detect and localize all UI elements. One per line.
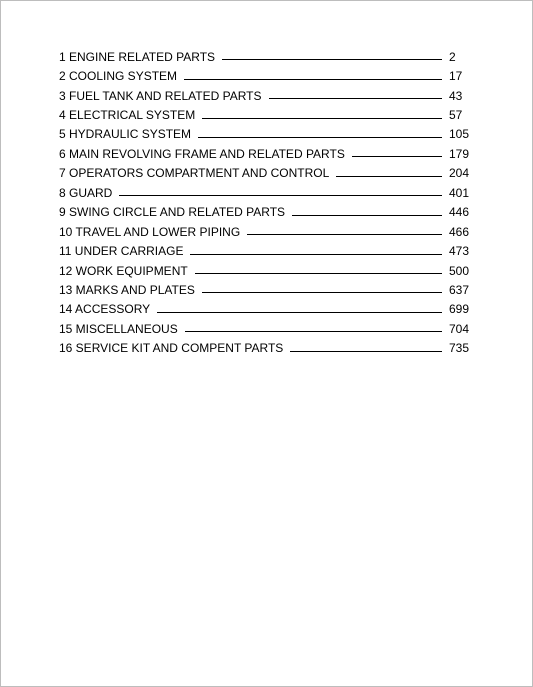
toc-entry-title: 10 TRAVEL AND LOWER PIPING — [59, 224, 241, 239]
toc-entry-title: 15 MISCELLANEOUS — [59, 321, 178, 336]
toc-entry-page: 401 — [449, 185, 470, 200]
toc-entry-title: 14 ACCESSORY — [59, 302, 151, 317]
toc-entry-page: 704 — [449, 321, 470, 336]
table-of-contents — [59, 47, 471, 358]
toc-entry[interactable] — [59, 339, 471, 358]
toc-entry[interactable] — [59, 261, 471, 280]
toc-entry[interactable] — [59, 66, 471, 85]
toc-entry-title: 16 SERVICE KIT AND COMPENT PARTS — [59, 341, 284, 356]
toc-entry-title: 12 WORK EQUIPMENT — [59, 263, 188, 278]
toc-entry[interactable] — [59, 183, 471, 202]
toc-entry-page: 17 — [449, 69, 463, 84]
toc-entry[interactable] — [59, 319, 471, 338]
toc-entry[interactable] — [59, 280, 471, 299]
toc-leader-line — [195, 273, 442, 274]
toc-entry-page: 699 — [449, 302, 470, 317]
toc-entry[interactable] — [59, 105, 471, 124]
toc-leader-line — [290, 351, 442, 352]
toc-entry-title: 1 ENGINE RELATED PARTS — [59, 49, 216, 64]
toc-leader-line — [190, 254, 442, 255]
toc-entry[interactable] — [59, 47, 471, 66]
toc-leader-line — [119, 195, 442, 196]
toc-entry-title: 7 OPERATORS COMPARTMENT AND CONTROL — [59, 166, 330, 181]
toc-entry-title: 4 ELECTRICAL SYSTEM — [59, 108, 196, 123]
toc-entry-page: 735 — [449, 341, 470, 356]
toc-leader-line — [185, 331, 442, 332]
toc-leader-line — [352, 156, 442, 157]
toc-leader-line — [184, 79, 442, 80]
toc-leader-line — [222, 59, 442, 60]
toc-leader-line — [269, 98, 443, 99]
toc-entry[interactable] — [59, 241, 471, 260]
toc-entry-title: 6 MAIN REVOLVING FRAME AND RELATED PARTS — [59, 146, 345, 161]
toc-entry-title: 9 SWING CIRCLE AND RELATED PARTS — [59, 205, 286, 220]
toc-entry-title: 2 COOLING SYSTEM — [59, 69, 178, 84]
toc-entry[interactable] — [59, 222, 471, 241]
toc-entry-page: 637 — [449, 282, 470, 297]
toc-entry-page: 466 — [449, 224, 470, 239]
toc-entry-page: 43 — [449, 88, 463, 103]
toc-entry[interactable] — [59, 164, 471, 183]
toc-entry[interactable] — [59, 300, 471, 319]
toc-entry-title: 11 UNDER CARRIAGE — [59, 244, 184, 259]
toc-leader-line — [198, 137, 442, 138]
toc-entry-title: 13 MARKS AND PLATES — [59, 282, 195, 297]
toc-leader-line — [202, 292, 442, 293]
toc-leader-line — [292, 215, 442, 216]
toc-entry-page: 2 — [449, 49, 456, 64]
toc-leader-line — [202, 118, 442, 119]
toc-entry-title: 8 GUARD — [59, 185, 113, 200]
toc-entry[interactable] — [59, 86, 471, 105]
toc-entry[interactable] — [59, 203, 471, 222]
toc-entry[interactable] — [59, 144, 471, 163]
toc-entry-page: 57 — [449, 108, 463, 123]
toc-entry-title: 3 FUEL TANK AND RELATED PARTS — [59, 88, 262, 103]
toc-entry-page: 473 — [449, 244, 470, 259]
toc-entry-page: 179 — [449, 146, 470, 161]
toc-entry-title: 5 HYDRAULIC SYSTEM — [59, 127, 192, 142]
toc-entry-page: 500 — [449, 263, 470, 278]
toc-entry-page: 446 — [449, 205, 470, 220]
toc-entry-page: 105 — [449, 127, 470, 142]
toc-leader-line — [247, 234, 442, 235]
toc-entry[interactable] — [59, 125, 471, 144]
toc-entry-page: 204 — [449, 166, 470, 181]
toc-leader-line — [157, 312, 442, 313]
toc-leader-line — [336, 176, 442, 177]
